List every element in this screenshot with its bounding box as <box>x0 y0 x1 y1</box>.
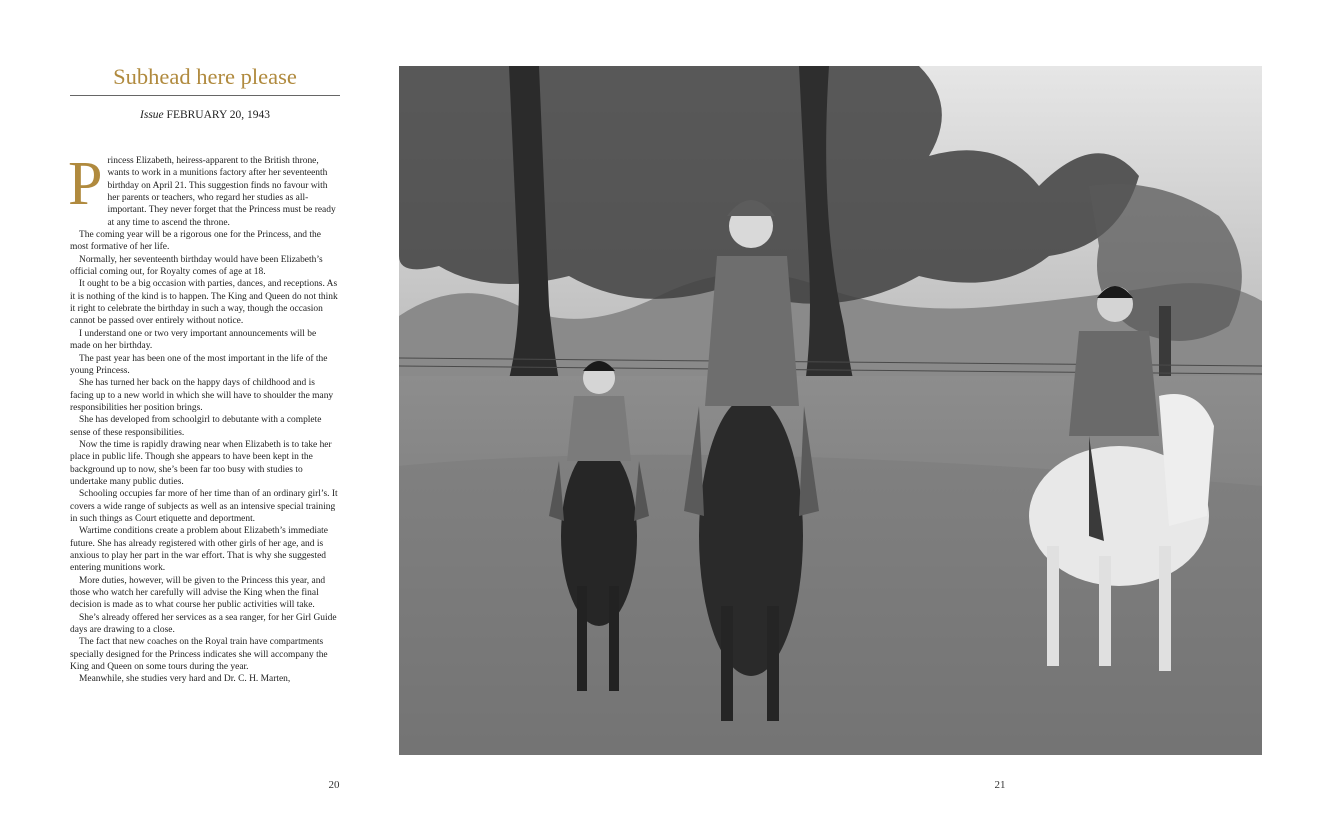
article-paragraph: The coming year will be a rigorous one for the Princess, and the most formative of her life. <box>70 230 321 253</box>
subhead: Subhead here please <box>113 64 297 89</box>
right-page <box>666 0 1333 822</box>
article-paragraph: Princess Elizabeth, heiress-apparent to the British throne, wants to work in a munitions factory after her seventeenth birthday on April 21. This suggestion finds no favour with her parents or teachers, who regard her studies as all-important. They never forget that the Princess must be ready at any time to ascend the throne. <box>68 150 336 228</box>
article-paragraph: The fact that new coaches on the Royal train have compartments specially designed for the Princess indicates she will accompany the King and Queen on some tours during the year. <box>70 637 328 673</box>
photograph <box>399 66 1262 755</box>
article-paragraph: More duties, however, will be given to the Princess this year, and those who watch her carefully will advise the King when the final decision is made as to what course her public activities will take. <box>70 575 326 611</box>
article-paragraph: Wartime conditions create a problem about Elizabeth’s immediate future. She has already registered with other girls of her age, and is anxious to play her part in the war effort. That is why she suggested entering munitions work. <box>70 526 328 574</box>
article-paragraph: She has developed from schoolgirl to debutante with a complete sense of these responsibilities. <box>70 415 322 438</box>
subhead-rule <box>70 95 340 96</box>
article-paragraph: The past year has been one of the most important in the life of the young Princess. <box>70 353 328 376</box>
article-paragraph: Normally, her seventeenth birthday would have been Elizabeth’s official coming out, for Royalty comes of age at 18. <box>70 254 323 278</box>
article-paragraph: It ought to be a big occasion with parties, dances, and receptions. As it is nothing of the kind is to happen. The King and Queen do not think it right to celebrate the birthday in such a way, though the occasion cannot be passed over entirely without notice. <box>70 279 338 327</box>
page-number-left: 20 <box>328 779 340 791</box>
article-paragraph: She’s already offered her services as a sea ranger, for her Girl Guide days are drawing to a close. <box>70 612 337 636</box>
photo-illustration <box>399 66 1262 755</box>
article-paragraph: I understand one or two very important announcements will be made on her birthday. <box>70 328 317 352</box>
issue-line <box>70 109 340 121</box>
article-paragraph: Meanwhile, she studies very hard and Dr. C. H. Marten, <box>79 674 291 685</box>
issue-date: FEBRUARY 20, 1943 <box>166 109 270 121</box>
article-paragraph: Schooling occupies far more of her time than of an ordinary girl’s. It covers a wide range of subjects as well as an intensive special training in such things as Court etiquette and deportment. <box>70 489 338 524</box>
issue-label: Issue <box>140 109 164 121</box>
page-number-right: 21 <box>994 779 1006 791</box>
article-paragraph: Now the time is rapidly drawing near when Elizabeth is to take her place in public life. Though she appears to have been kept in the background up to now, she’s been far too busy with studies to undertake many public duties. <box>70 439 332 487</box>
article-paragraph: She has turned her back on the happy days of childhood and is facing up to a new world in which she will have to shoulder the many responsibilities her position brings. <box>70 378 334 413</box>
article-body <box>68 150 338 686</box>
drop-cap: P <box>68 150 103 218</box>
